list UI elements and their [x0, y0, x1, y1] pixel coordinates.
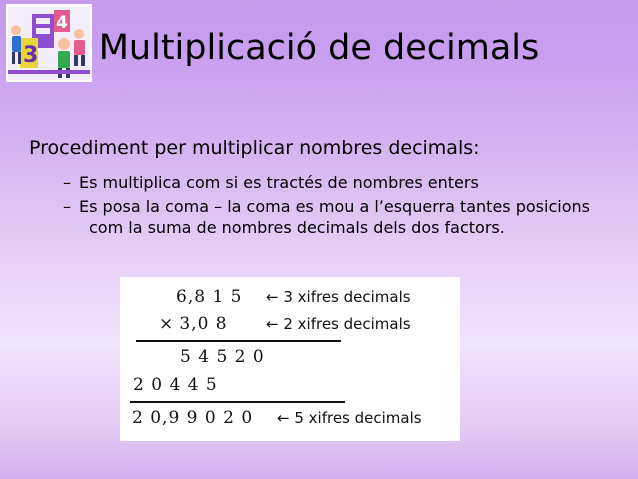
multiplier-note-text: 2 xifres decimals [283, 315, 411, 333]
bullet-marker: – [63, 173, 71, 192]
bullet-text: Es multiplica com si es tractés de nombres enters [79, 173, 479, 192]
list-item [63, 172, 608, 194]
result-row [132, 408, 422, 428]
arrow-icon: ← [277, 409, 290, 427]
bullet-text-line1: Es posa la coma – la coma es mou a l’esquerra tantes posicions [79, 196, 590, 216]
multiplicand-row [176, 287, 411, 307]
multiplier-decimals: 0 8 [197, 314, 228, 334]
bullet-marker: – [63, 196, 71, 216]
multiplier-row [159, 314, 411, 334]
bullet-text [79, 196, 608, 239]
svg-text:3: 3 [23, 43, 39, 68]
worked-example-figure [120, 277, 460, 441]
svg-text:4: 4 [56, 13, 68, 33]
result-note [277, 409, 422, 427]
divider-line-bottom [130, 401, 345, 403]
multiplier-note [266, 315, 411, 333]
bullet-text-line2: com la suma de nombres decimals dels dos factors. [89, 218, 505, 238]
result-note-text: 5 xifres decimals [294, 409, 422, 427]
partial-product-2: 2 0 4 4 5 [133, 375, 218, 395]
multiplicand-prefix: 6, [176, 287, 195, 307]
bullet-list [63, 172, 608, 241]
result-prefix: 2 0, [132, 408, 169, 428]
divider-line-top [136, 340, 341, 342]
multiplier-prefix: 3, [179, 314, 198, 334]
arrow-icon: ← [266, 315, 279, 333]
lead-text: Procediment per multiplicar nombres decimals: [29, 137, 480, 159]
multiplication-operator: × [159, 314, 175, 334]
result-decimals: 9 9 0 2 0 [168, 408, 254, 428]
page-title: Multiplicació de decimals [98, 28, 540, 68]
arrow-icon: ← [266, 288, 279, 306]
multiplicand-note-text: 3 xifres decimals [283, 288, 411, 306]
multiplicand-note [266, 288, 411, 306]
partial-product-1: 5 4 5 2 0 [180, 347, 265, 367]
list-item [63, 196, 608, 239]
multiplicand-decimals: 8 1 5 [194, 287, 243, 307]
